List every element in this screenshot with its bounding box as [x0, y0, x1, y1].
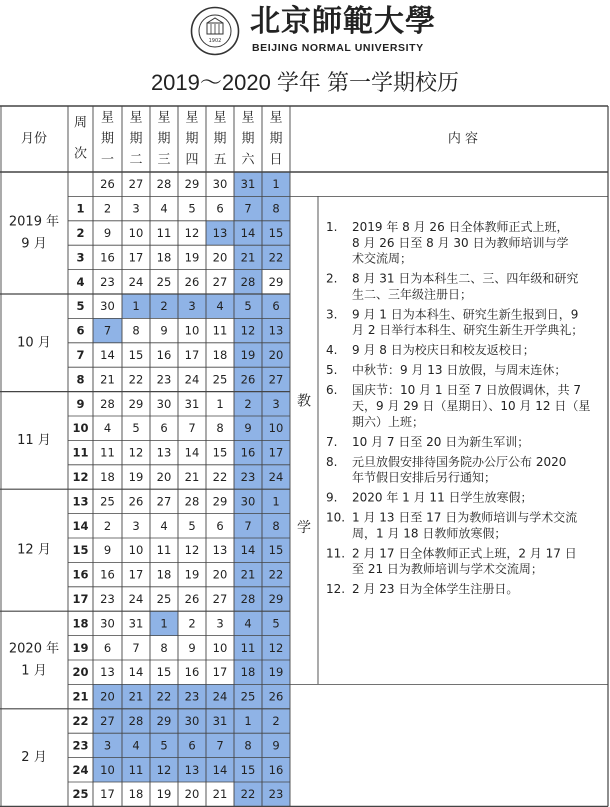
teaching-period-label: 学 — [297, 520, 311, 537]
calendar-date: 28 — [240, 274, 256, 289]
calendar-date: 21 — [240, 250, 256, 265]
calendar-date: 24 — [128, 274, 144, 289]
weekday-column-header: 星 — [100, 110, 115, 126]
weekday-column-header: 期 — [100, 131, 115, 147]
calendar-date: 26 — [128, 494, 144, 509]
calendar-date: 8 — [160, 640, 168, 655]
calendar-date: 29 — [212, 494, 228, 509]
calendar-date: 17 — [268, 445, 284, 460]
calendar-date: 5 — [272, 616, 280, 631]
weekday-column-header: 日 — [269, 152, 283, 168]
week-number: 17 — [72, 592, 89, 606]
calendar-date: 2 — [188, 616, 196, 631]
calendar-date: 10 — [128, 543, 144, 558]
calendar-date: 29 — [128, 396, 144, 411]
calendar-date: 17 — [128, 250, 144, 265]
month-label: 10 月 — [17, 335, 51, 351]
calendar-date: 16 — [240, 445, 256, 460]
calendar-date: 6 — [272, 299, 280, 314]
calendar-date: 22 — [240, 787, 256, 802]
note-text: 2019 年 8 月 26 日全体教师正式上班， — [352, 220, 569, 234]
calendar-date: 15 — [268, 226, 284, 240]
calendar-date: 1 — [272, 494, 280, 509]
week-number: 19 — [72, 640, 89, 655]
calendar-date: 27 — [212, 274, 228, 289]
calendar-date: 15 — [212, 445, 228, 460]
calendar-date: 2 — [160, 299, 168, 314]
weekday-column-header: 二 — [129, 152, 143, 168]
page-title: 2019～2020 学年 第一学期校历 — [150, 70, 460, 95]
teaching-period-label: 教 — [297, 393, 311, 410]
note-number: 8. — [326, 454, 338, 469]
calendar-date: 28 — [128, 714, 144, 728]
week-number: 15 — [72, 543, 89, 558]
weekday-column-header: 星 — [157, 110, 171, 126]
note-text: 2020 年 1 月 11 日学生放寒假； — [352, 490, 533, 505]
note-number: 9. — [326, 490, 338, 505]
note-text: 2 月 23 日为全体学生注册日。 — [352, 582, 519, 597]
calendar-date: 21 — [184, 470, 200, 484]
calendar-date: 26 — [184, 592, 200, 606]
calendar-date: 8 — [132, 323, 140, 338]
weekday-column-header: 一 — [100, 152, 115, 168]
note-number: 2. — [326, 271, 338, 286]
weekday-column-header: 期 — [157, 131, 171, 147]
calendar-date: 28 — [184, 494, 200, 509]
calendar-date: 13 — [156, 445, 172, 460]
calendar-date: 29 — [268, 274, 284, 289]
calendar-date: 19 — [240, 348, 256, 362]
calendar-date: 12 — [156, 762, 172, 777]
calendar-date: 4 — [160, 518, 168, 533]
calendar-date: 20 — [212, 567, 228, 582]
calendar-date: 8 — [272, 201, 280, 216]
note-text: 期六）上班； — [352, 414, 425, 429]
calendar-date: 23 — [268, 787, 284, 802]
calendar-date: 6 — [160, 421, 168, 436]
calendar-date: 5 — [132, 421, 140, 436]
content-column-header: 内 容 — [447, 131, 479, 147]
seal-year: 1902 — [208, 38, 222, 44]
calendar-date: 20 — [268, 348, 284, 362]
calendar-date: 28 — [156, 177, 172, 192]
calendar-date: 22 — [212, 470, 228, 484]
calendar-date: 24 — [184, 372, 200, 387]
calendar-date: 21 — [212, 787, 228, 802]
calendar-date: 4 — [216, 299, 224, 314]
weekday-column-header: 四 — [185, 152, 199, 168]
month-column-header: 月份 — [20, 131, 48, 147]
calendar-date: 26 — [268, 689, 284, 704]
calendar-date: 4 — [160, 201, 168, 216]
calendar-date: 1 — [216, 396, 224, 411]
university-logo-chinese: 北京師範大學 — [250, 4, 436, 39]
calendar-date: 26 — [184, 274, 200, 289]
calendar-date: 29 — [268, 592, 284, 606]
calendar-date: 26 — [100, 177, 115, 192]
calendar-date: 4 — [244, 616, 252, 631]
calendar-date: 8 — [216, 421, 224, 436]
week-number: 18 — [72, 616, 89, 631]
note-text: 元旦放假安排待国务院办公厅公布 2020 — [352, 454, 567, 469]
month-label: 9 月 — [21, 236, 47, 252]
week-number: 5 — [76, 299, 85, 314]
week-number: 1 — [76, 201, 85, 216]
weekday-column-header: 星 — [129, 110, 143, 126]
note-number: 7. — [326, 434, 338, 449]
note-text: 8 月 26 日至 8 月 30 日为教师培训与学 — [352, 235, 569, 250]
note-text: 1 月 13 日至 17 日为教师培训与学术交流 — [352, 510, 578, 525]
calendar-date: 29 — [156, 714, 172, 728]
calendar-date: 4 — [132, 738, 140, 753]
calendar-date: 12 — [268, 640, 284, 655]
calendar-date: 14 — [212, 762, 228, 777]
weekday-column-header: 期 — [241, 131, 255, 147]
calendar-date: 27 — [128, 177, 144, 192]
calendar-date: 13 — [212, 226, 228, 240]
calendar-date: 21 — [240, 567, 256, 582]
calendar-date: 14 — [240, 543, 256, 558]
calendar-date: 16 — [100, 250, 115, 265]
week-number: 3 — [76, 250, 85, 265]
week-number: 8 — [76, 372, 85, 387]
calendar-date: 2 — [103, 518, 112, 533]
calendar-date: 8 — [244, 738, 252, 753]
weekday-column-header: 星 — [185, 110, 199, 126]
calendar-date: 7 — [103, 323, 112, 338]
week-number: 7 — [76, 348, 85, 362]
calendar-date: 3 — [188, 299, 196, 314]
calendar-date: 16 — [156, 348, 172, 362]
calendar-date: 13 — [184, 762, 200, 777]
calendar-date: 31 — [212, 714, 228, 728]
note-text: 周，1 月 18 日教师放寒假； — [352, 526, 507, 541]
weekday-column-header: 期 — [269, 131, 283, 147]
note-text: 年节假日安排后另行通知； — [352, 470, 497, 485]
calendar-date: 24 — [212, 689, 228, 704]
calendar-date: 1 — [272, 177, 280, 192]
calendar-date: 22 — [268, 250, 284, 265]
calendar-date: 14 — [240, 226, 256, 240]
weekday-column-header: 三 — [157, 152, 171, 168]
note-number: 11. — [326, 546, 346, 561]
calendar-date: 16 — [268, 762, 284, 777]
note-number: 10. — [326, 510, 346, 525]
university-logo-english: BEIJING NORMAL UNIVERSITY — [252, 42, 424, 54]
calendar-date: 17 — [212, 665, 228, 680]
calendar-date: 13 — [268, 323, 284, 338]
calendar-date: 12 — [128, 445, 144, 460]
calendar-date: 12 — [240, 323, 256, 338]
calendar-date: 15 — [128, 348, 144, 362]
weekday-column-header: 期 — [129, 131, 143, 147]
calendar-date: 23 — [240, 470, 256, 484]
calendar-date: 5 — [188, 201, 196, 216]
week-number: 2 — [76, 226, 85, 240]
week-number: 25 — [72, 787, 89, 802]
note-number: 5. — [326, 363, 338, 378]
calendar-date: 25 — [212, 372, 228, 387]
calendar-date: 31 — [240, 177, 256, 192]
calendar-date: 30 — [100, 616, 115, 631]
calendar-date: 7 — [188, 421, 196, 436]
calendar-date: 20 — [156, 470, 172, 484]
calendar-date: 6 — [103, 640, 112, 655]
calendar-date: 17 — [184, 348, 200, 362]
calendar-date: 28 — [240, 592, 256, 606]
calendar-date: 2 — [272, 714, 280, 728]
calendar-date: 27 — [212, 592, 228, 606]
calendar-date: 25 — [100, 494, 115, 509]
calendar-date: 6 — [216, 201, 224, 216]
calendar-date: 1 — [160, 616, 168, 631]
calendar-date: 10 — [212, 640, 228, 655]
calendar-date: 15 — [268, 543, 284, 558]
week-number: 10 — [72, 421, 89, 436]
note-text: 生二、三年级注册日； — [352, 287, 473, 302]
calendar-date: 19 — [156, 787, 172, 802]
calendar-date: 9 — [160, 323, 168, 338]
calendar-date: 22 — [156, 689, 172, 704]
calendar-date: 11 — [156, 543, 172, 558]
calendar-date: 10 — [184, 323, 200, 338]
month-label: 1 月 — [21, 663, 47, 679]
calendar-date: 30 — [156, 396, 172, 411]
calendar-date: 8 — [272, 518, 280, 533]
calendar-date: 7 — [216, 738, 224, 753]
calendar-date: 23 — [100, 274, 115, 289]
calendar-date: 18 — [240, 665, 256, 680]
calendar-date: 31 — [184, 396, 200, 411]
week-number: 20 — [72, 665, 89, 680]
calendar-date: 11 — [128, 762, 144, 777]
calendar-date: 20 — [100, 689, 115, 704]
note-text: 中秋节：9 月 13 日放假，与周末连休； — [352, 363, 567, 378]
note-text: 天，9 月 29 日（星期日）、10 月 12 日（星 — [352, 399, 591, 413]
calendar-date: 5 — [188, 518, 196, 533]
weekday-column-header: 期 — [185, 131, 199, 147]
calendar-date: 14 — [184, 445, 200, 460]
calendar-date: 18 — [100, 470, 115, 484]
calendar-date: 1 — [244, 714, 252, 728]
calendar-date: 30 — [240, 494, 256, 509]
calendar-date: 7 — [132, 640, 140, 655]
calendar-date: 3 — [132, 518, 140, 533]
note-number: 3. — [326, 307, 338, 322]
calendar-date: 12 — [184, 226, 200, 240]
calendar-date: 3 — [103, 738, 112, 753]
calendar-date: 2 — [103, 201, 112, 216]
calendar-date: 11 — [156, 226, 172, 240]
calendar-date: 20 — [184, 787, 200, 802]
calendar-date: 7 — [244, 518, 252, 533]
week-number: 11 — [72, 445, 89, 460]
calendar-date: 9 — [103, 543, 112, 558]
calendar-date: 6 — [216, 518, 224, 533]
calendar-date: 1 — [132, 299, 140, 314]
calendar-date: 17 — [128, 567, 144, 582]
month-label: 2020 年 — [8, 641, 60, 657]
note-text: 9 月 1 日为本科生、研究生新生报到日，9 — [352, 307, 579, 322]
calendar-date: 29 — [184, 177, 200, 192]
weekday-column-header: 星 — [269, 110, 283, 126]
calendar-date: 22 — [268, 567, 284, 582]
calendar-date: 21 — [100, 372, 115, 387]
note-number: 12. — [326, 582, 346, 597]
calendar-date: 19 — [268, 665, 284, 680]
calendar-date: 11 — [240, 640, 256, 655]
calendar-date: 18 — [156, 567, 172, 582]
calendar-date: 15 — [240, 762, 256, 777]
calendar-date: 4 — [103, 421, 112, 436]
calendar-date: 9 — [272, 738, 280, 753]
month-label: 2 月 — [21, 750, 47, 766]
calendar-date: 30 — [100, 299, 115, 314]
calendar-date: 19 — [184, 250, 200, 265]
week-number: 24 — [72, 762, 89, 777]
week-number: 21 — [72, 689, 89, 704]
note-text: 国庆节：10 月 1 日至 7 日放假调休，共 7 — [352, 383, 582, 398]
calendar-date: 30 — [212, 177, 228, 192]
calendar-date: 21 — [128, 689, 144, 704]
note-text: 9 月 8 日为校庆日和校友返校日； — [352, 343, 535, 358]
calendar-date: 27 — [268, 372, 284, 387]
note-number: 4. — [326, 343, 338, 358]
note-text: 月 2 日举行本科生、研究生新生开学典礼； — [352, 323, 584, 338]
month-label: 11 月 — [17, 432, 51, 448]
calendar-date: 22 — [128, 372, 144, 387]
month-label: 12 月 — [17, 542, 51, 558]
calendar-date: 13 — [212, 543, 228, 558]
calendar-date: 5 — [244, 299, 252, 314]
calendar-date: 10 — [100, 762, 115, 777]
calendar-date: 9 — [188, 640, 196, 655]
note-text: 2 月 17 日全体教师正式上班，2 月 17 日 — [352, 546, 577, 561]
calendar-date: 27 — [156, 494, 172, 509]
calendar-date: 18 — [128, 787, 144, 802]
calendar-date: 23 — [156, 372, 172, 387]
calendar-date: 20 — [212, 250, 228, 265]
week-number: 23 — [72, 738, 89, 753]
calendar-date: 19 — [128, 470, 144, 484]
calendar-date: 14 — [128, 665, 144, 680]
calendar-date: 14 — [100, 348, 115, 362]
calendar-date: 23 — [184, 689, 200, 704]
calendar-date: 31 — [128, 616, 144, 631]
week-column-header: 周 — [73, 115, 88, 131]
note-text: 8 月 31 日为本科生二、三、四年级和研究 — [352, 271, 579, 286]
week-number: 9 — [76, 396, 85, 411]
calendar-date: 24 — [268, 470, 284, 484]
calendar-date: 3 — [216, 616, 224, 631]
calendar-date: 18 — [156, 250, 172, 265]
weekday-column-header: 五 — [213, 152, 227, 168]
week-number: 14 — [72, 518, 89, 533]
calendar-date: 16 — [100, 567, 115, 582]
month-label: 2019 年 — [8, 214, 60, 230]
calendar-date: 6 — [188, 738, 196, 753]
note-number: 6. — [326, 383, 338, 398]
calendar-date: 26 — [240, 372, 256, 387]
calendar-date: 25 — [156, 274, 172, 289]
week-number: 13 — [72, 494, 89, 509]
calendar-date: 27 — [100, 714, 115, 728]
week-column-header: 次 — [73, 146, 88, 162]
note-text: 术交流周； — [352, 251, 413, 266]
calendar-date: 9 — [103, 226, 112, 240]
calendar-date: 10 — [268, 421, 284, 436]
calendar-date: 13 — [100, 665, 115, 680]
calendar-date: 18 — [212, 348, 228, 362]
calendar-date: 11 — [100, 445, 115, 460]
calendar-date: 24 — [128, 592, 144, 606]
calendar-date: 17 — [100, 787, 115, 802]
calendar-date: 9 — [244, 421, 252, 436]
calendar-date: 11 — [212, 323, 228, 338]
note-text: 10 月 7 日至 20 日为新生军训； — [352, 434, 530, 449]
calendar-date: 16 — [184, 665, 200, 680]
calendar-date: 5 — [160, 738, 168, 753]
calendar-date: 10 — [128, 226, 144, 240]
week-number: 6 — [76, 323, 85, 338]
weekday-column-header: 星 — [241, 110, 255, 126]
calendar-date: 23 — [100, 592, 115, 606]
calendar-date: 25 — [240, 689, 256, 704]
note-number: 1. — [326, 220, 338, 234]
note-text: 至 21 日为教师培训与学术交流周； — [352, 562, 543, 577]
week-number: 22 — [72, 714, 89, 728]
week-number: 12 — [72, 470, 89, 484]
calendar-date: 15 — [156, 665, 172, 680]
week-number: 4 — [76, 274, 85, 289]
weekday-column-header: 六 — [241, 152, 255, 168]
calendar-date: 28 — [100, 396, 115, 411]
calendar-date: 3 — [272, 396, 280, 411]
calendar-date: 7 — [244, 201, 252, 216]
weekday-column-header: 期 — [213, 131, 227, 147]
calendar-date: 2 — [244, 396, 252, 411]
weekday-column-header: 星 — [213, 110, 227, 126]
calendar-date: 25 — [156, 592, 172, 606]
calendar-date: 12 — [184, 543, 200, 558]
calendar-date: 3 — [132, 201, 140, 216]
calendar-date: 19 — [184, 567, 200, 582]
calendar-date: 30 — [184, 714, 200, 728]
week-number: 16 — [72, 567, 89, 582]
